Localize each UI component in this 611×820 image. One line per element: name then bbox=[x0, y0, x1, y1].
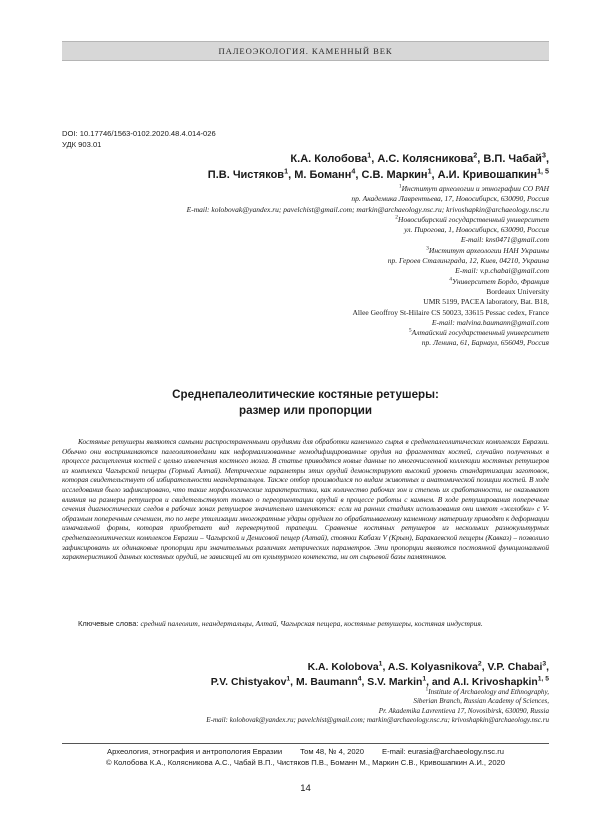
affil-num: 3 bbox=[426, 245, 429, 252]
affiliation-name bbox=[89, 688, 549, 697]
author-affil-num: 1 bbox=[286, 675, 291, 683]
author-name: В.П. Чабай bbox=[483, 153, 542, 165]
author-name: A.S. Kolyasnikova bbox=[387, 662, 478, 673]
keywords bbox=[62, 619, 549, 629]
affiliation-email[interactable]: E-mail: v.p.chabai@gmail.com bbox=[455, 266, 549, 276]
footer-divider bbox=[62, 743, 549, 744]
journal-volume: Том 48, bbox=[300, 747, 327, 756]
affiliation-name bbox=[69, 277, 549, 287]
copyright-line: © Колобова К.А., Колясникова А.С., Чабай В.П., Чистяков П.В., Боманн М., Маркин С.В., Кривошапкин А.И., 2020 bbox=[105, 758, 505, 767]
affil-num: 4 bbox=[449, 276, 452, 283]
affiliation-address: ул. Пирогова, 1, Новосибирск, 630090, Россия bbox=[404, 225, 549, 235]
author-name: К.А. Колобова bbox=[290, 153, 368, 165]
journal-issue: № 4, bbox=[328, 747, 345, 756]
author-name: С.В. Маркин bbox=[361, 169, 428, 181]
affiliations-ru bbox=[69, 184, 549, 349]
authors-en-line-2: P.V. Chistyakov$^1$, M. Baumann$^4$, S.V. Markin$^1$, and A.I. Krivoshapkin$^{1, 5}$ bbox=[210, 675, 549, 688]
affiliation-address: UMR 5199, PACEA laboratory, Bat. B18, bbox=[423, 297, 549, 307]
affil-num: 5 bbox=[408, 327, 412, 334]
keywords-label: Ключевые слова: bbox=[78, 619, 139, 628]
affiliation-address: Allee Geoffroy St-Hilaire CS 50023, 33615 Pessac cedex, France bbox=[352, 307, 549, 317]
author-affil-num: 1 bbox=[284, 167, 289, 176]
author-affil-num: 2 bbox=[477, 660, 482, 668]
title-line: размер или пропорции bbox=[238, 404, 373, 417]
author-affil-num: 4 bbox=[357, 675, 362, 683]
authors-en-line-1: K.A. Kolobova$^1$, A.S. Kolyasnikova$^2$, V.P. Chabai$^3$, bbox=[307, 660, 549, 673]
journal-name: Археология, этнография и антропология Евразии bbox=[107, 747, 283, 756]
author-name: А.С. Колясникова bbox=[377, 153, 474, 165]
author-affil-num: 1 bbox=[367, 151, 372, 160]
author-affil-num: 1, 5 bbox=[537, 675, 549, 683]
affiliation-address: пр. Академика Лаврентьева, 17, Новосибирск, 630090, Россия bbox=[351, 194, 549, 204]
article-title bbox=[62, 387, 549, 419]
affil-num: 2 bbox=[395, 214, 399, 221]
affiliation-email[interactable]: E-mail: kolobovak@yandex.ru; pavelchist@gmail.com; markin@archaeology.nsc.ru; krivoshapkin@archaeology.nsc.ru bbox=[206, 716, 549, 725]
affil-num: 1 bbox=[425, 686, 429, 693]
author-name: A.I. Krivoshapkin bbox=[452, 677, 538, 688]
footer bbox=[62, 746, 549, 768]
journal-email[interactable]: E-mail: eurasia@archaeology.nsc.ru bbox=[382, 747, 504, 756]
author-name: S.V. Markin bbox=[367, 677, 423, 688]
author-affil-num: 4 bbox=[351, 167, 356, 176]
affiliation-name bbox=[69, 328, 549, 338]
affiliations-en bbox=[89, 688, 549, 726]
author-affil-num: 1, 5 bbox=[537, 167, 549, 176]
author-affil-num: 1 bbox=[378, 660, 383, 668]
doi-line[interactable]: DOI: 10.17746/1563-0102.2020.48.4.014-026 bbox=[62, 129, 216, 138]
section-header: ПАЛЕОЭКОЛОГИЯ. КАМЕННЫЙ ВЕК bbox=[62, 41, 549, 61]
affil-title: Институт археологии и этнографии СО РАН bbox=[401, 184, 549, 193]
author-affil-num: 2 bbox=[473, 151, 478, 160]
page-number: 14 bbox=[300, 783, 311, 794]
authors-ru-line-1: К.А. Колобова$^1$, А.С. Колясникова$^2$, В.П. Чабай$^3$, bbox=[290, 151, 549, 165]
affiliation-address: Pr. Akademika Lavrentieva 17, Novosibirsk, 630090, Russia bbox=[378, 706, 549, 715]
author-affil-num: 3 bbox=[542, 660, 547, 668]
author-name: M. Baumann bbox=[295, 677, 358, 688]
author-affil-num: 1 bbox=[422, 675, 427, 683]
affiliation-name bbox=[69, 184, 549, 194]
affil-num: 1 bbox=[398, 183, 402, 190]
affil-title: Университет Бордо, Франция bbox=[451, 276, 549, 286]
author-affil-num: 3 bbox=[541, 151, 546, 160]
affiliation-email[interactable]: E-mail: kns0471@gmail.com bbox=[460, 235, 549, 245]
keywords-text: средний палеолит, неандертальцы, Алтай, Чагырская пещера, костяные ретушеры, костяная индустрия. bbox=[140, 619, 483, 628]
affil-title: Институт археологии НАН Украины bbox=[428, 245, 549, 255]
footer-journal-line bbox=[62, 746, 549, 757]
udk-line: УДК 903.01 bbox=[62, 140, 102, 149]
affiliation-address: пр. Героев Сталинграда, 12, Киев, 04210, Украина bbox=[387, 256, 549, 266]
affiliation-address: Bordeaux University bbox=[486, 286, 549, 296]
author-name: V.P. Chabai bbox=[487, 662, 543, 673]
authors-ru bbox=[89, 151, 549, 183]
author-name: P.V. Chistyakov bbox=[210, 677, 287, 688]
title-line: Среднепалеолитические костяные ретушеры: bbox=[172, 388, 439, 401]
author-name: А.И. Кривошапкин bbox=[437, 169, 538, 181]
affil-title: Алтайский государственный университет bbox=[411, 328, 549, 338]
affiliation-address: пр. Ленина, 61, Барнаул, 656049, Россия bbox=[421, 338, 549, 348]
affiliation-name bbox=[69, 215, 549, 225]
affiliation-name bbox=[69, 246, 549, 256]
affil-title: Institute of Archaeology and Ethnography, bbox=[428, 688, 549, 696]
affiliation-email[interactable]: E-mail: kolobovak@yandex.ru; pavelchist@gmail.com; markin@archaeology.nsc.ru; krivoshapkin@archaeology.nsc.ru bbox=[186, 204, 549, 214]
author-affil-num: 1 bbox=[427, 167, 432, 176]
authors-en bbox=[89, 660, 549, 690]
doi-block bbox=[62, 128, 216, 150]
author-name: П.В. Чистяков bbox=[207, 169, 285, 181]
affiliation-address: Siberian Branch, Russian Academy of Sciences, bbox=[413, 697, 549, 706]
author-name: М. Боманн bbox=[294, 169, 352, 181]
abstract: Костяные ретушеры являются самыми распространенными орудиями для обработки каменного сырья в среднепалеолитических комплексах Евразии. Обычно они воспринимаются палеолитоведами как неформализованные немодифицированные орудия на фрагментах костей, случайно полученных в процессе расщепления костей с целью извлечения костного мозга. В статье приводятся новые данные по многочисленной коллекции костяных ретушеров из комплекса Чагырской пещеры (Горный Алтай). Метрические параметры этих орудий демонстрируют высокий уровень стандартизации заготовок, которая свидетельствует об избирательности неандертальцев. Также отбор производился по видам животных и анатомической позиции костей. В ходе исследования было зафиксировано, что такие морфологические характеристики, как количество рабочих зон и степень их сработанности, не оказывают влияния на размеры ретушеров и свидетельствуют только о переориентации орудий в процессе работы с камнем. В ходе ретуширования поперечные сечения диагностических следов в рабочих зонах ретушеров значительно изменяются: если на ранних стадиях использования они имеют «желобки» с V-образным поперечным сечением, то по мере утилизации многократные удары орудием по обрабатываемому каменному материалу приводят к деформации изначальной формы, которая приобретает вид перевернутой трапеции. Сравнение костяных ретушеров из нескольких разнокультурных среднепалеолитических комплексов Евразии – Чагырской и Денисовой пещер (Алтай), стоянки Кабази V (Крым), Баракаевской пещеры (Кавказ) – позволило зафиксировать их одинаковые пропорции при значительных различиях метрических параметров. Эти пропорции являются постоянной функциональной характеристикой данных костяных орудий, не зависящей ни от культурного контекста, ни от сырьевой базы памятников. bbox=[62, 437, 549, 562]
affiliation-email[interactable]: E-mail: malvina.baumann@gmail.com bbox=[431, 317, 549, 327]
journal-year: 2020 bbox=[347, 747, 365, 756]
authors-ru-line-2: П.В. Чистяков$^1$, М. Боманн$^4$, С.В. Маркин$^1$, А.И. Кривошапкин$^{1, 5}$ bbox=[207, 167, 549, 181]
author-name: K.A. Kolobova bbox=[307, 662, 379, 673]
affil-title: Новосибирский государственный университет bbox=[398, 214, 549, 224]
